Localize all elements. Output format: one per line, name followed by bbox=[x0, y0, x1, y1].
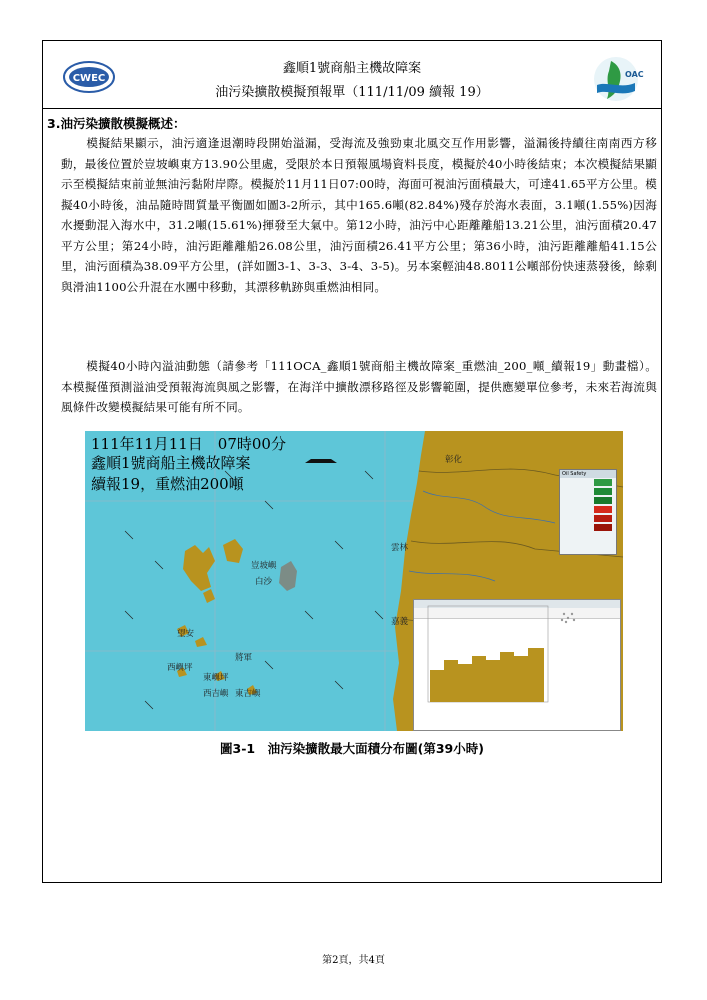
penghu-island bbox=[203, 589, 215, 603]
penghu-island bbox=[195, 637, 207, 647]
map-date-label: 111年11月11日 07時00分 bbox=[91, 435, 286, 453]
penghu-island bbox=[183, 545, 215, 591]
paragraph-simulation-dynamics bbox=[61, 356, 657, 418]
report-title: 鑫順1號商船主機故障案 bbox=[282, 61, 422, 76]
legend-row bbox=[560, 478, 616, 487]
mass-balance-inset bbox=[413, 599, 621, 731]
penghu-island bbox=[223, 539, 243, 563]
figure-caption: 圖3-1 油污染擴散最大面積分布圖(第39小時) bbox=[220, 741, 484, 756]
map-title-line-2: 續報19，重燃油200噸 bbox=[91, 475, 244, 493]
place-changhua: 彰化 bbox=[445, 455, 463, 465]
map-title bbox=[91, 453, 251, 495]
oac-logo-text: OAC bbox=[625, 70, 644, 79]
map-legend bbox=[559, 469, 617, 555]
legend-row bbox=[560, 514, 616, 523]
legend-row bbox=[560, 523, 616, 532]
place-penghu-3: 東嶼坪 bbox=[203, 673, 229, 683]
cwec-logo-text: CWEC bbox=[72, 73, 106, 84]
place-yunlin: 雲林 bbox=[391, 543, 409, 553]
place-penghu-main: 望安 bbox=[177, 629, 195, 639]
wind-arrows bbox=[125, 471, 383, 709]
legend-row bbox=[560, 487, 616, 496]
place-oil-site: 豈坡嶼 bbox=[251, 561, 277, 571]
place-penghu-6: 西吉嶼 bbox=[203, 689, 229, 699]
map-title-line-1: 鑫順1號商船主機故障案 bbox=[91, 454, 251, 472]
place-penghu-2: 將軍 bbox=[235, 653, 253, 663]
oil-spill-map bbox=[85, 431, 623, 731]
paragraph-1-text: 模擬結果顯示，油污適逢退潮時段開始溢漏，受海流及強勁東北風交互作用影響，溢漏後持續往南南西方移動，最後位置於豈坡嶼東方13.90公里處，受限於本日預報風場資料長度，模擬於40小時後結束；本次模擬結果顯示至模擬結束前並無油污黏附岸際。模擬於11月11日07:00時，海面可視油污面積最大，可達41.65平方公里。模擬40小時後，油品隨時間質量平衡圖如圖3-2所示，其中165.6噸(82.84%)殘存於海水表面，3.1噸(1.55%)因海水擾動混入海水中，31.2噸(15.61%)揮發至大氣中。第12小時，油污中心距離離船13.21公里，油污面積20.47平方公里；第24小時，油污距離離船26.08公里，油污面積26.41平方公里；第36小時，油污距離離船41.15公里，油污面積為38.09平方公里，(詳如圖3-1、3-3、3-4、3-5)。另本案輕油48.8011公噸部份快速蒸發後，餘剩與滑油1100公升混在水團中移動，其漂移軌跡與重燃油相同。 bbox=[61, 136, 657, 294]
paragraph-2-text: 模擬40小時內溢油動態（請參考「111OCA_鑫順1號商船主機故障案_重燃油_200_噸_續報19」動畫檔）。本模擬僅預測溢油受預報海流與風之影響，在海洋中擴散漂移路徑及影響範圍，提供應變單位參考，未來若海流與風條件改變模擬結果可能有所不同。 bbox=[61, 359, 657, 414]
inset-area bbox=[430, 648, 544, 702]
oac-logo-icon bbox=[591, 55, 644, 103]
ship-icon bbox=[305, 459, 337, 463]
oil-slick bbox=[279, 561, 297, 591]
report-subtitle: 油污染擴散模擬預報單（111/11/09 續報 19） bbox=[215, 85, 489, 100]
place-island: 白沙 bbox=[255, 577, 273, 587]
place-penghu-5: 東吉嶼 bbox=[235, 689, 261, 699]
legend-row bbox=[560, 505, 616, 514]
page-frame bbox=[42, 40, 662, 883]
section-title: 3.油污染擴散模擬概述： bbox=[47, 116, 186, 131]
inset-scatter bbox=[561, 613, 575, 623]
place-penghu-4: 西嶼坪 bbox=[167, 663, 193, 673]
report-header bbox=[43, 41, 661, 109]
legend-row bbox=[560, 496, 616, 505]
page-footer: 第2頁，共4頁 bbox=[322, 955, 385, 966]
inset-chart bbox=[414, 600, 620, 710]
paragraph-simulation-results bbox=[61, 133, 657, 297]
place-chiayi: 嘉義 bbox=[391, 617, 409, 627]
legend-title: Oil Safety bbox=[560, 470, 616, 478]
